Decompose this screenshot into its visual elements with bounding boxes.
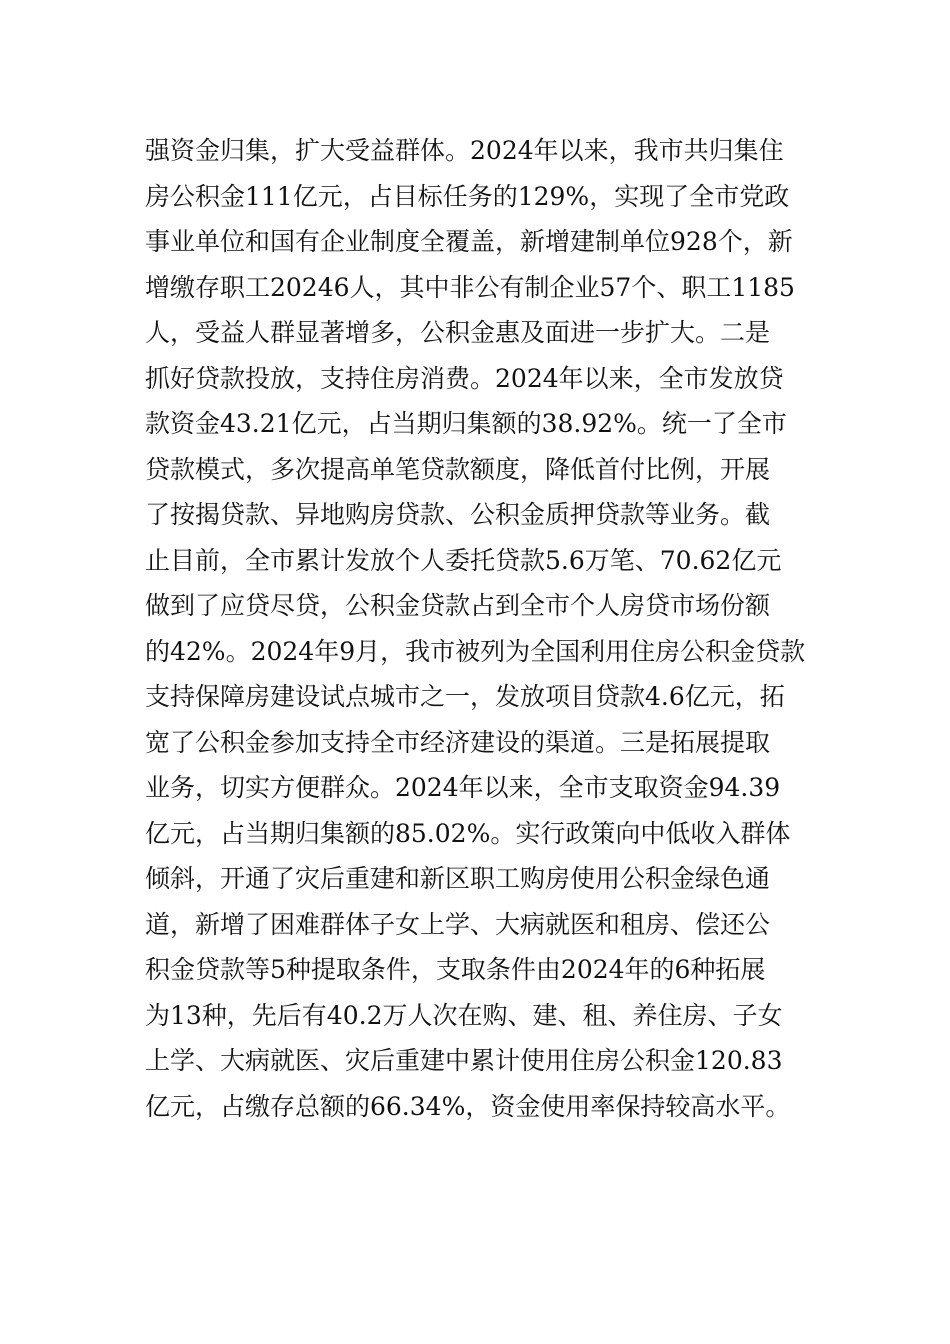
text-line: 强资金归集，扩大受益群体。2024年以来，我市共归集住 bbox=[145, 136, 784, 165]
body-paragraph bbox=[145, 128, 815, 1129]
text-line: 倾斜，开通了灾后重建和新区职工购房使用公积金绿色通 bbox=[145, 864, 771, 893]
text-line: 止目前，全市累计发放个人委托贷款5.6万笔、70.62亿元 bbox=[145, 545, 782, 575]
text-line: 为13种，先后有40.2万人次在购、建、租、养住房、子女 bbox=[145, 1000, 783, 1030]
text-line: 宽了公积金参加支持全市经济建设的渠道。三是拓展提取 bbox=[145, 727, 771, 757]
text-line: 抓好贷款投放，支持住房消费。2024年以来，全市发放贷 bbox=[145, 363, 784, 393]
text-line: 做到了应贷尽贷，公积金贷款占到全市个人房贷市场份额 bbox=[145, 591, 771, 620]
text-line: 了按揭贷款、异地购房贷款、公积金质押贷款等业务。截 bbox=[145, 500, 771, 529]
text-line: 亿元，占缴存总额的66.34%，资金使用率保持较高水平。 bbox=[145, 1091, 791, 1121]
text-line: 道，新增了困难群体子女上学、大病就医和租房、偿还公 bbox=[145, 909, 771, 939]
text-line: 款资金43.21亿元，占当期归集额的38.92%。统一了全市 bbox=[145, 409, 787, 438]
text-line: 上学、大病就医、灾后重建中累计使用住房公积金120.83 bbox=[145, 1046, 783, 1075]
text-line: 人，受益人群显著增多，公积金惠及面进一步扩大。二是 bbox=[145, 318, 771, 347]
text-line: 支持保障房建设试点城市之一，发放项目贷款4.6亿元，拓 bbox=[145, 682, 785, 711]
text-line: 业务，切实方便群众。2024年以来，全市支取资金94.39 bbox=[145, 773, 781, 802]
text-line: 的42%。2024年9月，我市被列为全国利用住房公积金贷款 bbox=[145, 636, 806, 666]
text-line: 亿元，占当期归集额的85.02%。实行政策向中低收入群体 bbox=[145, 818, 791, 848]
text-line: 积金贷款等5种提取条件，支取条件由2024年的6种拓展 bbox=[145, 955, 766, 984]
text-line: 事业单位和国有企业制度全覆盖，新增建制单位928个，新 bbox=[145, 227, 793, 256]
text-line: 房公积金111亿元，占目标任务的129%，实现了全市党政 bbox=[145, 181, 790, 211]
text-line: 贷款模式，多次提高单笔贷款额度，降低首付比例，开展 bbox=[145, 454, 771, 484]
text-line: 增缴存职工20246人，其中非公有制企业57个、职工1185 bbox=[145, 272, 795, 302]
